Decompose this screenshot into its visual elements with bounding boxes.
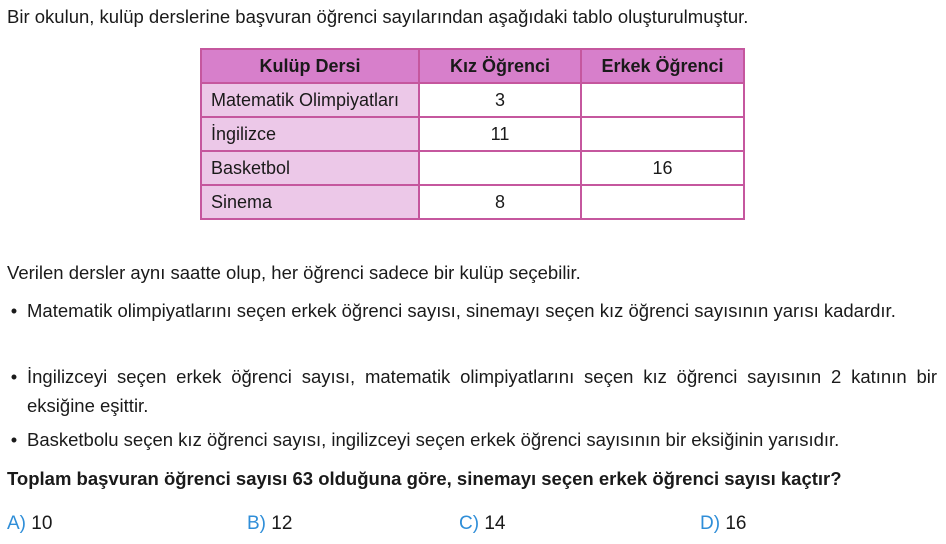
header-girls: Kız Öğrenci <box>419 49 581 83</box>
club-name-cell: Basketbol <box>201 151 419 185</box>
option-letter: D) <box>700 513 721 534</box>
option-letter: B) <box>247 513 266 534</box>
option-value: 14 <box>484 513 506 534</box>
question-text: Toplam başvuran öğrenci sayısı 63 olduğuna göre, sinemayı seçen erkek öğrenci sayısı kaçtır? <box>7 468 842 489</box>
boys-count-cell: 16 <box>581 151 744 185</box>
club-name-cell: Matematik Olimpiyatları <box>201 83 419 117</box>
boys-count-cell <box>581 117 744 151</box>
boys-count-cell <box>581 83 744 117</box>
rule-text: Basketbolu seçen kız öğrenci sayısı, ingilizceyi seçen erkek öğrenci sayısının bir eksiğinin yarısıdır. <box>27 429 840 450</box>
girls-count-cell: 3 <box>419 83 581 117</box>
intro-text: Bir okulun, kulüp derslerine başvuran öğrenci sayılarından aşağıdaki tablo oluşturulmuştur. <box>7 6 749 27</box>
header-club: Kulüp Dersi <box>201 49 419 83</box>
option-letter: A) <box>7 513 26 534</box>
club-table <box>200 48 745 220</box>
rule-item <box>7 425 937 454</box>
option-value: 10 <box>31 513 53 534</box>
table-row <box>201 185 744 219</box>
rule-item <box>7 296 937 325</box>
option-c[interactable] <box>459 510 505 538</box>
girls-count-cell <box>419 151 581 185</box>
rule-item <box>7 362 937 420</box>
girls-count-cell: 11 <box>419 117 581 151</box>
girls-count-cell: 8 <box>419 185 581 219</box>
club-name-cell: İngilizce <box>201 117 419 151</box>
option-a[interactable] <box>7 510 52 538</box>
bullet-icon: • <box>10 366 18 387</box>
bullet-icon: • <box>10 300 18 321</box>
table-header-row <box>201 49 744 83</box>
option-b[interactable] <box>247 510 292 538</box>
option-d[interactable] <box>700 510 746 538</box>
bullet-icon: • <box>10 429 18 450</box>
table-row <box>201 83 744 117</box>
table-row <box>201 117 744 151</box>
option-value: 16 <box>725 513 747 534</box>
option-value: 12 <box>271 513 293 534</box>
boys-count-cell <box>581 185 744 219</box>
table-row <box>201 151 744 185</box>
rule-text: İngilizceyi seçen erkek öğrenci sayısı, matematik olimpiyatlarını seçen kız öğrenci sayısının 2 katının bir eksiğine eşittir. <box>27 366 937 416</box>
club-name-cell: Sinema <box>201 185 419 219</box>
statement-text: Verilen dersler aynı saatte olup, her öğrenci sadece bir kulüp seçebilir. <box>7 262 581 283</box>
option-letter: C) <box>459 513 480 534</box>
header-boys: Erkek Öğrenci <box>581 49 744 83</box>
rule-text: Matematik olimpiyatlarını seçen erkek öğrenci sayısı, sinemayı seçen kız öğrenci sayısının yarısı kadardır. <box>27 300 896 321</box>
